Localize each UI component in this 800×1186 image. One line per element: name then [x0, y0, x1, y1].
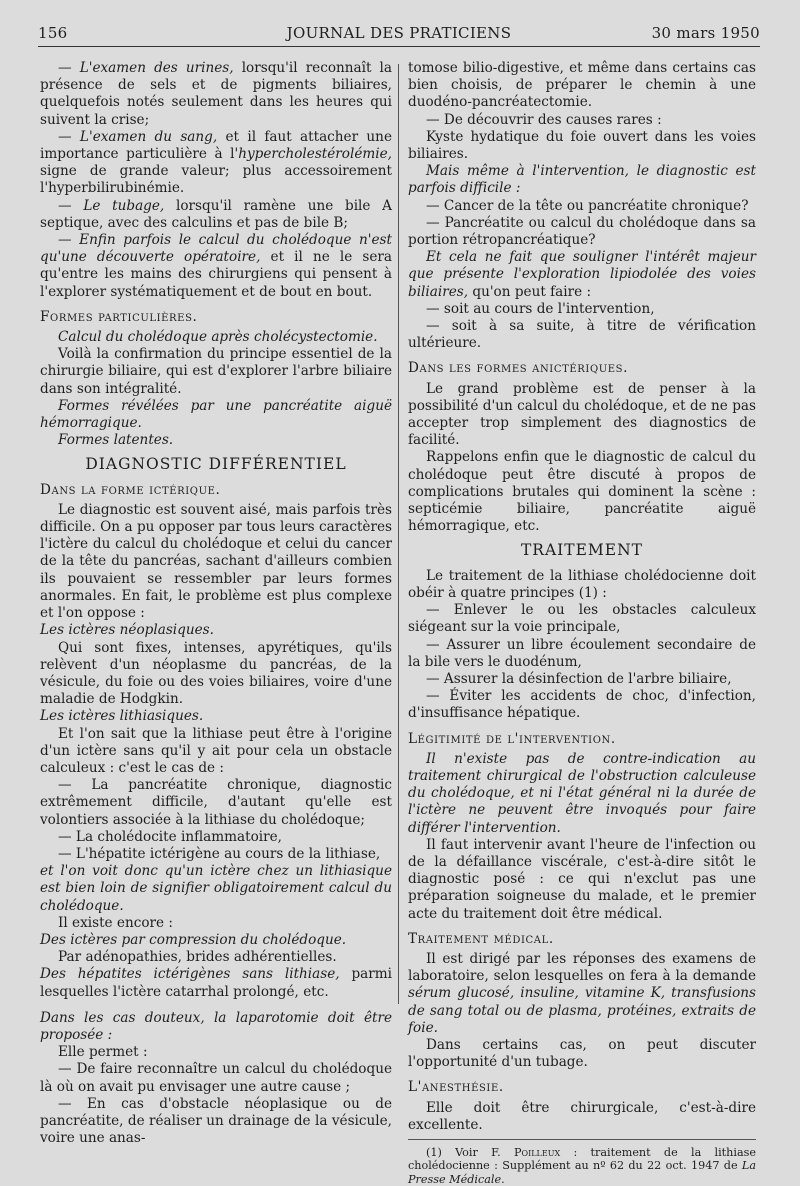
- page-header: [38, 20, 760, 52]
- page-number: 156: [38, 24, 68, 42]
- paragraph: Il est dirigé par les réponses des examens de laboratoire, selon lesquelles on fera à la demande sérum glucosé, insuline, vitamine K, transfusions de sang total ou de plasma, protéines, extraits de foie.: [408, 950, 756, 1036]
- paragraph: Le traitement de la lithiase cholédocienne doit obéir à quatre principes (1) :: [408, 567, 756, 601]
- paragraph: Des ictères par compression du cholédoque.: [40, 931, 347, 948]
- paragraph: — La cholédocite inflammatoire,: [58, 828, 283, 845]
- paragraph: Les ictères néoplasiques.: [40, 622, 214, 639]
- paragraph: Il n'existe pas de contre-indication au traitement chirurgical de l'obstruction calculeuse du cholédoque, et ni l'état général ni la durée de l'ictère ne peuvent être invoqués pour faire différer l'intervention.: [408, 750, 756, 836]
- paragraph: Voilà la confirmation du principe essentiel de la chirurgie biliaire, qui est d'explorer l'arbre biliaire dans son intégralité.: [40, 346, 392, 397]
- header-rule: [38, 46, 760, 47]
- paragraph: Il faut intervenir avant l'heure de l'infection ou de la défaillance viscérale, c'est-à-dire sitôt le diagnostic posé : ce qui n'exclut pas une préparation soigneuse du malade, et le premier acte du traitement doit être médical.: [408, 836, 756, 922]
- paragraph: — Assurer un libre écoulement secondaire de la bile vers le duodénum,: [408, 636, 756, 670]
- paragraph: tomose bilio-digestive, et même dans certains cas bien choisis, de préparer le chemin à une duodéno-pancréatectomie.: [408, 60, 756, 111]
- paragraph: — Éviter les accidents de choc, d'infection, d'insuffisance hépatique.: [408, 688, 756, 722]
- paragraph: — Le tubage, lorsqu'il ramène une bile A septique, avec des calculins et pas de bile B;: [40, 197, 392, 231]
- paragraph: — Enlever le ou les obstacles calculeux siégeant sur la voie principale,: [408, 602, 756, 636]
- paragraph: — L'examen des urines, lorsqu'il reconnaît la présence de sels et de pigments biliaires, quelquefois notés seulement dans les heures qui suivent la crise;: [40, 60, 393, 128]
- left-column: [40, 60, 392, 1147]
- paragraph: — De découvrir des causes rares :: [426, 111, 662, 128]
- paragraph: Elle doit être chirurgicale, c'est-à-dire excellente.: [408, 1099, 756, 1133]
- paragraph: — L'hépatite ictérigène au cours de la lithiase,: [58, 845, 381, 862]
- paragraph: Le grand problème est de penser à la possibilité d'un calcul du cholédoque, et de ne pas accepter trop simplement des diagnostics de facilité.: [408, 380, 756, 449]
- paragraph: — L'examen du sang, et il faut attacher une importance particulière à l'hypercholestérolémie, signe de grande valeur; plus accessoirement l'hyperbilirubinémie.: [40, 128, 392, 197]
- paragraph: — soit à sa suite, à titre de vérification ultérieure.: [408, 318, 756, 352]
- section-heading: Formes particulières.: [40, 308, 198, 325]
- paragraph: — En cas d'obstacle néoplasique ou de pancréatite, de réaliser un drainage de la vésicule, voire une anas-: [40, 1095, 392, 1147]
- footnote: (1) Voir F. Poilleux : traitement de la lithiase cholédocienne : Supplément au nº 62 du 22 oct. 1947 de La Presse Médicale.: [408, 1139, 756, 1186]
- paragraph: et l'on voit donc qu'un ictère chez un lithiasique est bien loin de signifier obligatoirement calcul du cholédoque.: [40, 863, 392, 914]
- column-divider: [398, 64, 399, 1004]
- paragraph: Formes révélées par une pancréatite aiguë hémorragique.: [40, 397, 392, 432]
- paragraph: — soit au cours de l'intervention,: [426, 300, 655, 317]
- section-title: DIAGNOSTIC DIFFÉRENTIEL: [85, 455, 347, 474]
- paragraph: Et cela ne fait que souligner l'intérêt majeur que présente l'exploration lipiodolée des voies biliaires, qu'on peut faire :: [408, 249, 756, 300]
- right-column: [408, 60, 756, 1186]
- paragraph: — Cancer de la tête ou pancréatite chronique?: [426, 197, 749, 214]
- paragraph: Des hépatites ictérigènes sans lithiase, parmi lesquelles l'ictère catarrhal prolongé, etc.: [40, 966, 392, 1000]
- paragraph: Il existe encore :: [58, 914, 173, 931]
- paragraph: Par adénopathies, brides adhérentielles.: [58, 949, 337, 966]
- paragraph: — Assurer la désinfection de l'arbre biliaire,: [426, 670, 732, 687]
- paragraph: Et l'on sait que la lithiase peut être à l'origine d'un ictère sans qu'il y ait pour cela un obstacle calculeux : c'est le cas de :: [40, 725, 392, 776]
- paragraph: Kyste hydatique du foie ouvert dans les voies biliaires.: [408, 128, 756, 163]
- paragraph: Dans certains cas, on peut discuter l'opportunité d'un tubage.: [408, 1036, 756, 1071]
- section-heading: L'anesthésie.: [408, 1079, 504, 1096]
- paragraph: — Pancréatite ou calcul du cholédoque dans sa portion rétropancréatique?: [408, 214, 756, 249]
- paragraph: — Enfin parfois le calcul du cholédoque n'est qu'une découverte opératoire, et il ne le sera qu'entre les mains des chirurgiens qui pensent à l'explorer systématiquement et de bout en bout.: [40, 232, 393, 300]
- paragraph: Rappelons enfin que le diagnostic de calcul du cholédoque peut être discuté à propos de complications brutales qui dominent la scène : septicémie biliaire, pancréatite aiguë hémorragique, etc.: [408, 449, 756, 535]
- paragraph: Qui sont fixes, intenses, apyrétiques, qu'ils relèvent d'un néoplasme du pancréas, de la vésicule, du foie ou des voies biliaires, voire d'une maladie de Hodgkin.: [40, 639, 392, 708]
- paragraph: — La pancréatite chronique, diagnostic extrêmement difficile, d'autant qu'elle est volontiers associée à la lithiase du cholédoque;: [40, 777, 392, 828]
- paragraph: Les ictères lithiasiques.: [40, 708, 204, 725]
- section-heading: Traitement médical.: [408, 930, 554, 947]
- paragraph: Mais même à l'intervention, le diagnostic est parfois difficile :: [408, 163, 756, 197]
- paragraph: Formes latentes.: [58, 432, 174, 449]
- issue-date: 30 mars 1950: [651, 24, 760, 42]
- section-title: TRAITEMENT: [520, 541, 644, 560]
- paragraph: — De faire reconnaître un calcul du cholédoque là où on avait pu envisager une autre cause ;: [40, 1061, 392, 1095]
- paragraph: Dans les cas douteux, la laparotomie doit être proposée :: [40, 1009, 392, 1043]
- section-heading: Dans la forme ictérique.: [40, 481, 221, 498]
- section-heading: Légitimité de l'intervention.: [408, 730, 616, 747]
- paragraph: Calcul du cholédoque après cholécystectomie.: [58, 329, 378, 346]
- paragraph: Elle permet :: [58, 1044, 148, 1061]
- section-heading: Dans les formes anictériques.: [408, 360, 629, 377]
- journal-title: JOURNAL DES PRATICIENS: [286, 24, 512, 42]
- paragraph: Le diagnostic est souvent aisé, mais parfois très difficile. On a pu opposer par tous leurs caractères l'ictère du calcul du cholédoque et celui du cancer de la tête du pancréas, sachant d'ailleurs combien ils pouvaient se ressembler par leurs formes anormales. En fait, le problème est plus complexe et l'on oppose :: [40, 501, 392, 622]
